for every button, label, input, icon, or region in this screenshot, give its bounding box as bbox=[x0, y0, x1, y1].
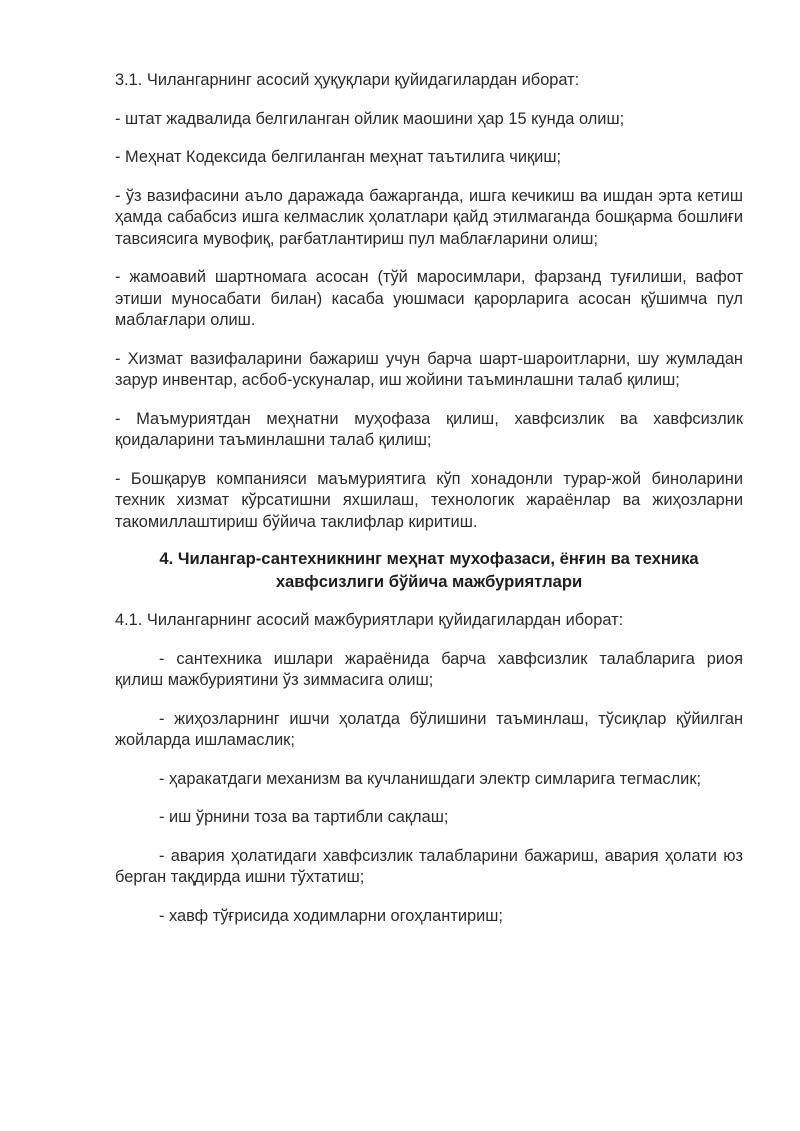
section-4-intro: 4.1. Чилангарнинг асосий мажбуриятлари қуйидагилардан иборат: bbox=[115, 611, 624, 629]
section-4-heading-line-2: хавфсизлиги бўйича мажбуриятлари bbox=[275, 572, 583, 591]
duties-item-warn-staff: - хавф тўғрисида ходимларни огоҳлантириш; bbox=[159, 906, 503, 925]
rights-item-bonus: - ўз вазифасини аъло даражада бажарганда, ишга кечикиш ва ишдан эрта кетиш ҳамда сабабсиз ишга келмаслик ҳолатлари қайд этилмаганда бошқарма бошлиғи тавсиясига мувофиқ, рағбатлантириш пул маблағларини олиш; bbox=[115, 186, 743, 248]
duties-item-equipment: - жиҳозларнинг ишчи ҳолатда бўлишини таъминлаш, тўсиқлар қўйилган жойларда ишламаслик; bbox=[115, 709, 743, 749]
rights-item-union-funds: - жамоавий шартномага асосан (тўй маросимлари, фарзанд туғилиши, вафот этиши муносабати билан) касаба уюшмаси қарорларига асосан қўшимча пул маблағлари олиш. bbox=[115, 268, 743, 329]
duties-item-safety-compliance: - сантехника ишлари жараёнида барча хавфсизлик талабларига риоя қилиш мажбуриятини ўз зиммасига олиш; bbox=[115, 649, 743, 689]
section-3-intro: 3.1. Чилангарнинг асосий ҳуқуқлари қуйидагилардан иборат: bbox=[115, 71, 580, 89]
rights-item-proposals: - Бошқарув компанияси маъмуриятига кўп хонадонли турар-жой биноларини техник хизмат кўрсатишни яхшилаш, технологик жараёнлар ва жиҳозларни такомиллаштириш бўйича таклифлар киритиш. bbox=[115, 469, 743, 531]
rights-item-vacation: - Меҳнат Кодексида белгиланган меҳнат таътилига чиқиш; bbox=[115, 148, 562, 166]
section-4-heading bbox=[115, 547, 743, 593]
duties-item-no-touch: - ҳаракатдаги механизм ва кучланишдаги электр симларига тегмаслик; bbox=[159, 769, 702, 788]
rights-item-conditions: - Хизмат вазифаларини бажариш учун барча шарт-шароитларни, шу жумладан зарур инвентар, асбоб-ускуналар, иш жойини таъминлашни талаб қилиш; bbox=[115, 349, 743, 389]
document-page bbox=[115, 70, 743, 927]
duties-item-clean-workplace: - иш ўрнини тоза ва тартибли сақлаш; bbox=[159, 808, 449, 826]
rights-item-salary: - штат жадвалида белгиланган ойлик маошини ҳар 15 кунда олиш; bbox=[115, 109, 625, 128]
duties-item-emergency: - авария ҳолатидаги хавфсизлик талабларини бажариш, авария ҳолати юз берган тақдирда ишни тўхтатиш; bbox=[115, 846, 743, 886]
section-4-heading-line-1: 4. Чилангар-сантехникнинг меҳнат мухофазаси, ёнғин ва техника bbox=[159, 549, 699, 568]
rights-item-safety: - Маъмуриятдан меҳнатни муҳофаза қилиш, хавфсизлик ва хавфсизлик қоидаларини таъминлашни талаб қилиш; bbox=[115, 409, 743, 449]
